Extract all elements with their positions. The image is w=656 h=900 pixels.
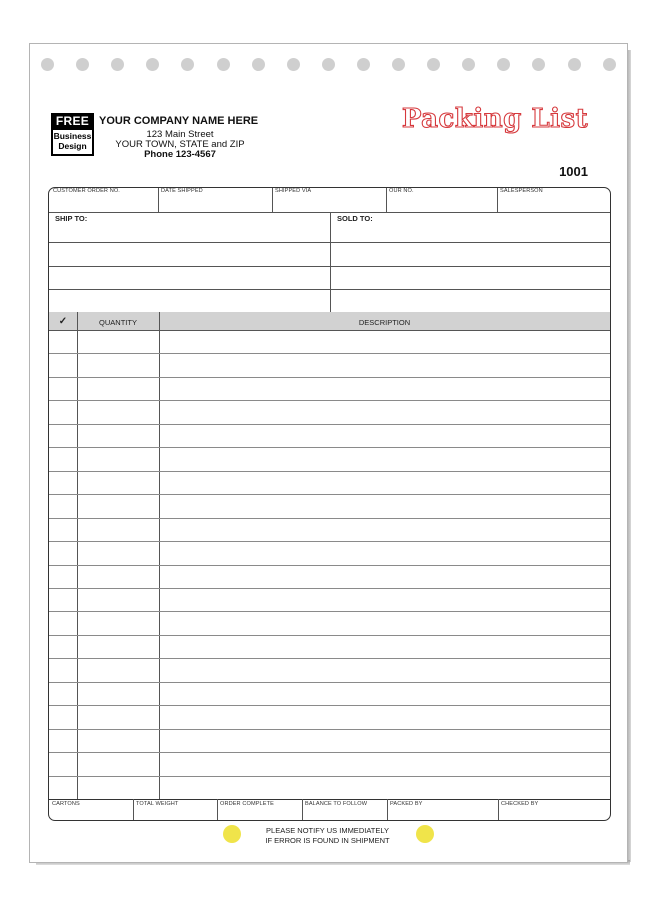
punch-hole [357, 58, 370, 71]
item-row-line[interactable] [49, 447, 610, 448]
field-order-complete[interactable]: ORDER COMPLETE [220, 801, 274, 807]
form-title: Packing List [401, 104, 589, 134]
divider [158, 188, 159, 212]
item-row-line[interactable] [49, 729, 610, 730]
item-row-line[interactable] [49, 611, 610, 612]
ship-to-label: SHIP TO: [55, 214, 88, 223]
field-checked-by[interactable]: CHECKED BY [501, 801, 539, 807]
divider [330, 212, 331, 312]
quantity-column-header: QUANTITY [99, 318, 137, 327]
item-row-line[interactable] [49, 353, 610, 354]
logo-free-text: FREE [55, 114, 90, 128]
field-total-weight[interactable]: TOTAL WEIGHT [136, 801, 179, 807]
punch-hole [603, 58, 616, 71]
address-line[interactable] [49, 242, 610, 243]
field-date-shipped[interactable]: DATE SHIPPED [161, 188, 203, 194]
field-customer-order-no[interactable]: CUSTOMER ORDER NO. [53, 188, 120, 194]
punch-hole [497, 58, 510, 71]
sold-to-label: SOLD TO: [337, 214, 373, 223]
logo-business-text: Business [53, 131, 92, 141]
item-row-line[interactable] [49, 658, 610, 659]
check-column-header: ✓ [58, 316, 68, 327]
error-notice [250, 826, 405, 845]
divider [387, 799, 388, 820]
punch-hole [322, 58, 335, 71]
divider [217, 799, 218, 820]
notice-line-2: IF ERROR IS FOUND IN SHIPMENT [265, 835, 390, 845]
item-row-line[interactable] [49, 541, 610, 542]
item-row-line[interactable] [49, 776, 610, 777]
address-line[interactable] [49, 289, 610, 290]
punch-hole [568, 58, 581, 71]
punch-hole [252, 58, 265, 71]
punch-hole [76, 58, 89, 71]
punch-hole [532, 58, 545, 71]
divider [272, 188, 273, 212]
company-name: YOUR COMPANY NAME HERE [99, 115, 259, 127]
column-divider [159, 312, 160, 799]
description-column-header: DESCRIPTION [358, 318, 411, 327]
punch-hole [111, 58, 124, 71]
punch-hole [217, 58, 230, 71]
item-row-line[interactable] [49, 752, 610, 753]
logo-design-text: Design [58, 141, 87, 151]
item-row-line[interactable] [49, 377, 610, 378]
company-city: YOUR TOWN, STATE and ZIP [115, 139, 245, 150]
item-row-line[interactable] [49, 400, 610, 401]
company-phone: Phone 123-4567 [144, 149, 216, 160]
address-line[interactable] [49, 266, 610, 267]
field-cartons[interactable]: CARTONS [52, 801, 80, 807]
item-row-line[interactable] [49, 565, 610, 566]
item-row-line[interactable] [49, 588, 610, 589]
punch-hole [146, 58, 159, 71]
punch-hole [287, 58, 300, 71]
divider [498, 799, 499, 820]
punch-hole [41, 58, 54, 71]
field-shipped-via[interactable]: SHIPPED VIA [275, 188, 312, 194]
item-row-line[interactable] [49, 471, 610, 472]
divider [302, 799, 303, 820]
yellow-dot-left [223, 825, 241, 843]
punch-hole [181, 58, 194, 71]
punch-hole [462, 58, 475, 71]
form-number: 1001 [559, 164, 588, 179]
punch-hole [392, 58, 405, 71]
business-logo [51, 113, 94, 156]
packing-list-form [29, 43, 628, 863]
item-row-line[interactable] [49, 518, 610, 519]
yellow-dot-right [416, 825, 434, 843]
field-packed-by[interactable]: PACKED BY [390, 801, 423, 807]
item-row-line[interactable] [49, 424, 610, 425]
divider [497, 188, 498, 212]
company-street: 123 Main Street [146, 129, 214, 140]
field-our-no[interactable]: OUR NO. [389, 188, 414, 194]
item-row-line[interactable] [49, 705, 610, 706]
item-row-line[interactable] [49, 635, 610, 636]
divider [133, 799, 134, 820]
field-salesperson[interactable]: SALESPERSON [500, 188, 543, 194]
field-balance-to-follow[interactable]: BALANCE TO FOLLOW [305, 801, 368, 807]
column-divider [77, 312, 78, 799]
item-row-line[interactable] [49, 494, 610, 495]
punch-hole [427, 58, 440, 71]
notice-line-1: PLEASE NOTIFY US IMMEDIATELY [266, 826, 389, 835]
divider [49, 330, 610, 331]
item-row-line[interactable] [49, 682, 610, 683]
divider [386, 188, 387, 212]
